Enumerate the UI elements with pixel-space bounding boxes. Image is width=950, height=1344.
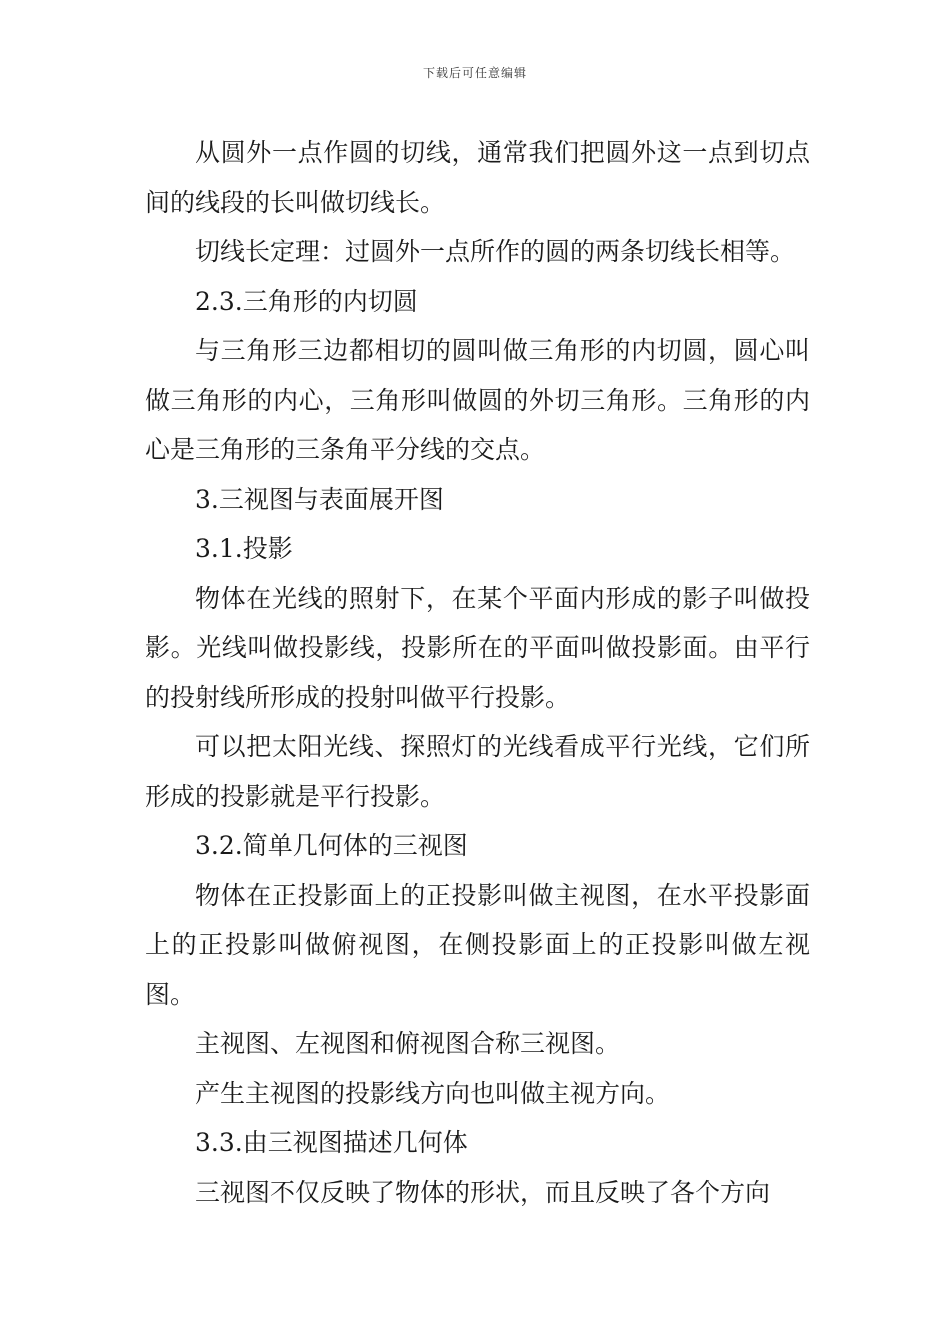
section-heading-2-3: 2.3.三角形的内切圆 (195, 286, 418, 316)
paragraph-projection: 物体在光线的照射下，在某个平面内形成的影子叫做投影。光线叫做投影线，投影所在的平面叫做投影面。由平行的投射线所形成的投射叫做平行投影。 (145, 583, 810, 712)
paragraph-incircle: 与三角形三边都相切的圆叫做三角形的内切圆，圆心叫做三角形的内心，三角形叫做圆的外切三角形。三角形的内心是三角形的三条角平分线的交点。 (145, 336, 810, 464)
paragraph-three-views: 物体在正投影面上的正投影叫做主视图，在水平投影面上的正投影叫做俯视图，在侧投影面上的正投影叫做左视图。 (145, 880, 810, 1009)
paragraph-parallel-projection: 可以把太阳光线、探照灯的光线看成平行光线，它们所形成的投影就是平行投影。 (145, 732, 810, 811)
page-header: 下载后可任意编辑 (422, 66, 527, 80)
section-heading-3-3: 3.3.由三视图描述几何体 (195, 1128, 468, 1157)
section-heading-3-2: 3.2.简单几何体的三视图 (195, 831, 468, 860)
section-heading-3-1: 3.1.投影 (195, 534, 293, 563)
paragraph-three-views-name: 主视图、左视图和俯视图合称三视图。 (195, 1029, 621, 1058)
paragraph-tangent-length: 从圆外一点作圆的切线，通常我们把圆外这一点到切点间的线段的长叫做切线长。 (145, 138, 810, 217)
paragraph-tangent-theorem: 切线长定理：过圆外一点所作的圆的两条切线长相等。 (195, 237, 796, 266)
paragraph-three-views-describe: 三视图不仅反映了物体的形状，而且反映了各个方向 (195, 1177, 771, 1207)
section-heading-3: 3.三视图与表面展开图 (195, 484, 444, 514)
paragraph-main-view-direction: 产生主视图的投影线方向也叫做主视方向。 (195, 1078, 671, 1108)
document-body (145, 128, 810, 1217)
